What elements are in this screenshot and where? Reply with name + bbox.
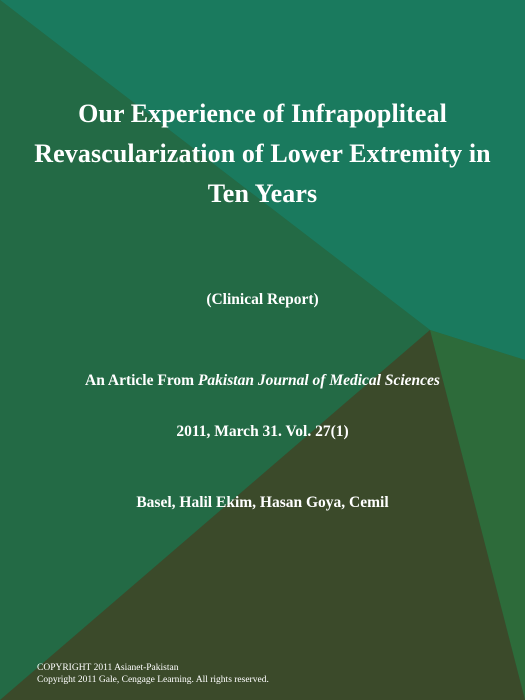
author-list: Basel, Halil Ekim, Hasan Goya, Cemil <box>136 494 389 511</box>
cover-subtitle: (Clinical Report) <box>206 291 319 308</box>
copyright-block <box>37 663 269 686</box>
copyright-line-1: COPYRIGHT 2011 Asianet-Pakistan <box>37 663 179 673</box>
article-prefix: An Article From <box>85 372 198 389</box>
journal-name: Pakistan Journal of Medical Sciences <box>197 372 440 389</box>
copyright-line-2: Copyright 2011 Gale, Cengage Learning. All rights reserved. <box>37 674 269 685</box>
cover-title: Our Experience of Infrapopliteal Revascularization of Lower Extremity in Ten Years <box>34 99 491 208</box>
publication-date: 2011, March 31. Vol. 27(1) <box>176 423 349 440</box>
article-source-line <box>0 372 525 390</box>
